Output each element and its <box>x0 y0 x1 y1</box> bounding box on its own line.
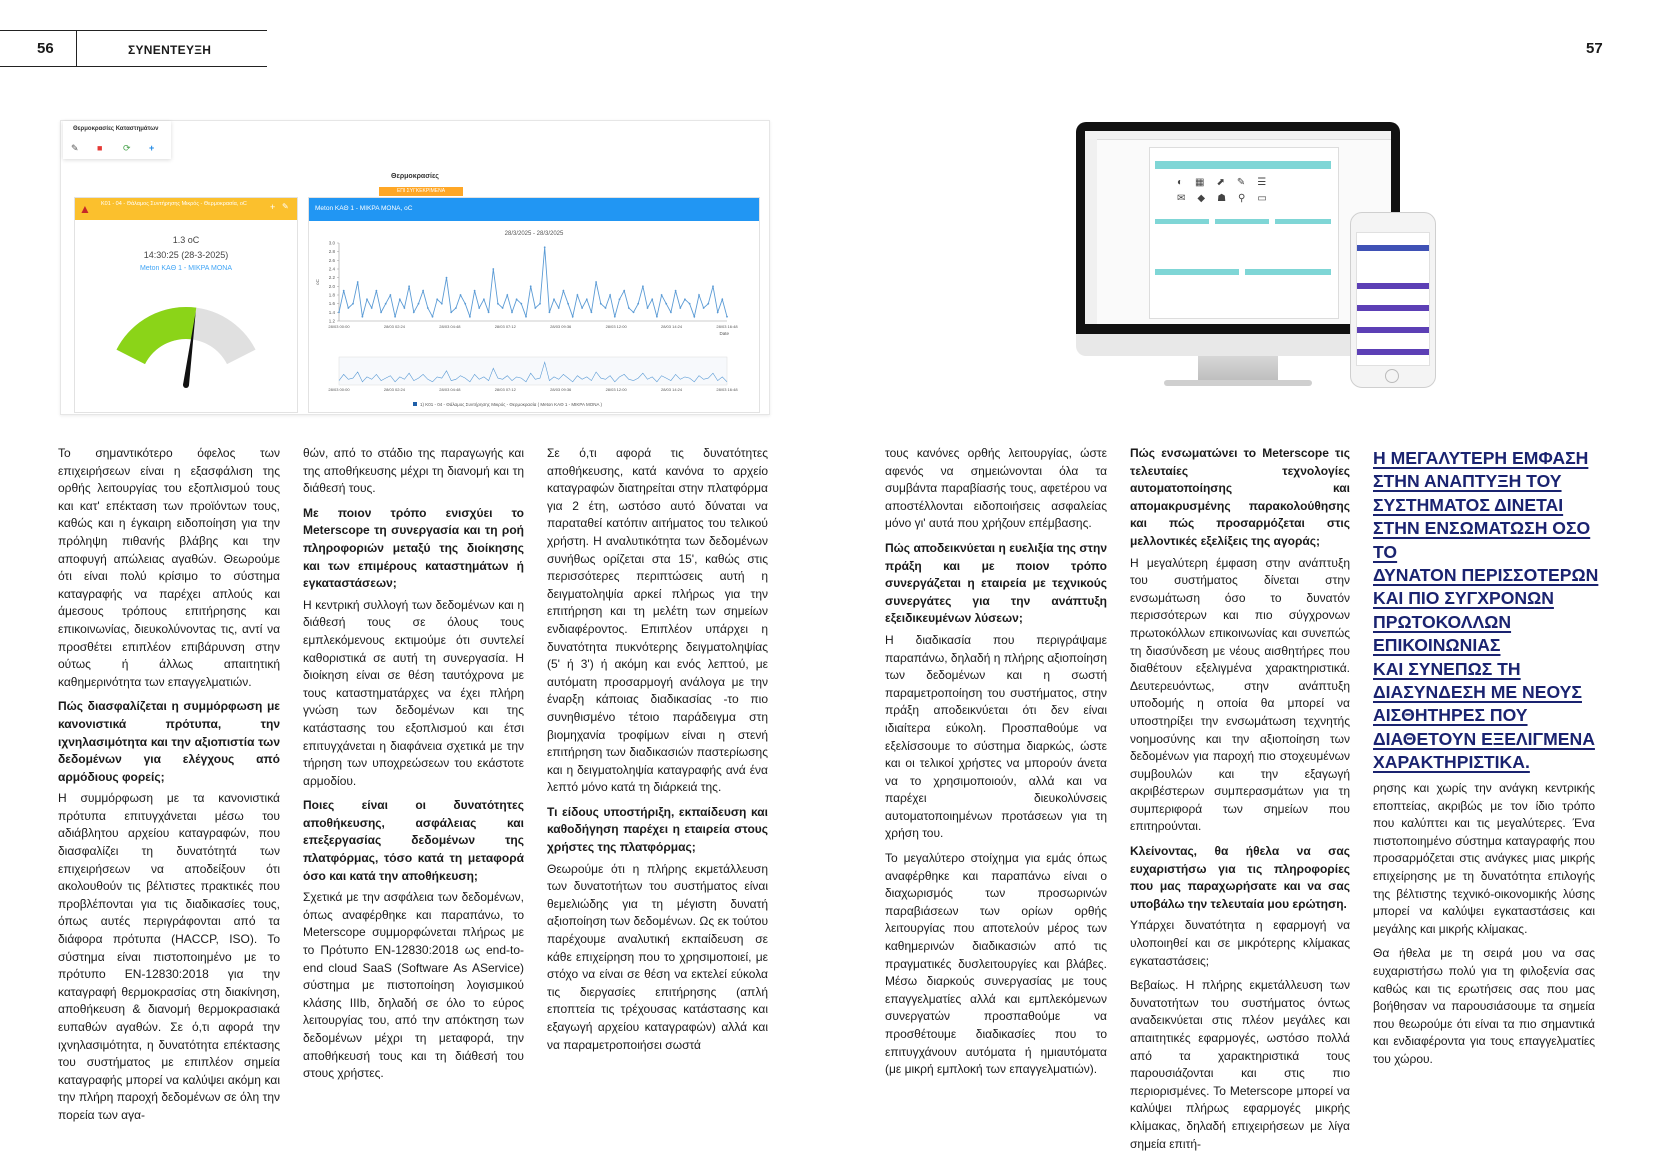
data-point <box>418 303 420 305</box>
interview-question: Πώς διασφαλίζεται η συμμόρφωση με κανονιστικά πρότυπα, την ιχνηλασιμότητα και την αξιοπιστία των δεδομένων για ελέγχους από αρμόδιους φορείς; <box>58 699 280 784</box>
dashboard-section-title: Θερμοκρασίες <box>391 173 439 180</box>
data-point <box>488 311 490 313</box>
nav-x-tick-label: 28/03 14:24 <box>661 387 683 392</box>
data-point <box>586 298 588 300</box>
gauge <box>105 280 267 398</box>
data-point <box>474 290 476 292</box>
data-point <box>352 303 354 305</box>
body-paragraph: Υπάρχει δυνατότητα η εφαρμογή να υλοποιηθεί και σε μικρότερης κλίμακας εγκαταστάσεις; <box>1130 918 1350 968</box>
data-point <box>642 285 644 287</box>
phone-header <box>1357 245 1429 251</box>
x-tick-label: 28/03 12:00 <box>605 324 627 329</box>
pull-quote-line: ΣΤΗΝ ΕΝΣΩΜΑΤΩΣΗ ΟΣΟ ΤΟ <box>1373 518 1591 562</box>
screen-band-4 <box>1275 219 1331 224</box>
data-point <box>558 307 560 309</box>
interview-question: Πώς αποδεικνύεται η ευελιξία της στην πράξη και με ποιον τρόπο συνεργάζεται η εταιρεία με τεχνικούς συνεργάτες για την ανάπτυξη εξειδικευμένων λύσεων; <box>885 540 1107 626</box>
device-mockup <box>1074 120 1450 400</box>
nav-x-tick-label: 28/03 16:48 <box>716 387 738 392</box>
data-point <box>338 311 340 313</box>
column-6 <box>1373 780 1595 1076</box>
screen-icon-grid: ◐▦⬈✎☰ ✉◆☗⚲▭ <box>1177 177 1279 204</box>
data-point <box>628 307 630 309</box>
data-point <box>394 316 396 318</box>
pull-quote-line: ΧΑΡΑΚΤΗΡΙΣΤΙΚΑ. <box>1373 752 1530 773</box>
monitor-screen <box>1085 131 1391 324</box>
dashboard-screenshot <box>60 120 770 415</box>
x-axis-label: Date <box>719 331 729 336</box>
data-point <box>534 307 536 309</box>
data-point <box>390 294 392 296</box>
column-5 <box>1130 445 1350 1160</box>
gauge-card-title: K01 - 04 - Θάλαμος Συντήρησης Μικρός - Θερμοκρασία, oC <box>101 201 247 207</box>
edit-icon[interactable]: ✎ <box>71 143 79 153</box>
data-point <box>647 307 649 309</box>
data-point <box>422 290 424 292</box>
pull-quote-line: ΣΤΗΝ ΑΝΑΠΤΥΞΗ ΤΟΥ <box>1373 471 1562 492</box>
body-paragraph: θών, από το στάδιο της παραγωγής και της αποθήκευσης μέχρι τη διανομή και τη διάθεσή τους. <box>303 446 524 496</box>
phone-screen <box>1356 232 1430 366</box>
data-point <box>670 311 672 313</box>
nav-x-tick-label: 28/03 12:00 <box>605 387 627 392</box>
header-divider <box>76 30 77 66</box>
data-point <box>553 298 555 300</box>
data-point <box>506 294 508 296</box>
nav-x-tick-label: 28/03 09:36 <box>550 387 572 392</box>
chart-card <box>308 197 760 413</box>
phone-row-1 <box>1357 283 1429 289</box>
x-tick-label: 28/03 02:24 <box>383 324 405 329</box>
data-point <box>623 290 625 292</box>
data-point <box>679 307 681 309</box>
screen-band-6 <box>1245 269 1331 275</box>
column-1 <box>58 445 280 1132</box>
x-tick-label: 28/03 04:48 <box>439 324 461 329</box>
dashboard-tab <box>63 121 171 159</box>
nav-x-tick-label: 28/03 07:12 <box>494 387 516 392</box>
data-point <box>712 285 714 287</box>
body-paragraph: Η κεντρική συλλογή των δεδομένων και η διάθεσή τους σε όλους τους εμπλεκόμενους εκτιμούμε ότι συντελεί καθοριστικά σε αυτή τη συνεργασία. Η διοίκηση είναι σε θέση ταυτόχρονα με τους καταστηματάρχες να έχει πλήρη γνώση των δεδομένων και της κατάστασης του εξοπλισμού και έτσι επιτυγχάνεται η διαφάνεια σχετικά με την τήρηση των υποχρεώσεων του εκάστοτε αρμοδίου. <box>303 597 524 788</box>
data-point <box>563 290 565 292</box>
screen-sidebar <box>1085 139 1097 324</box>
monitor-base <box>1164 380 1312 386</box>
data-point <box>609 294 611 296</box>
column-3 <box>547 445 768 1061</box>
y-tick-label: 1.6 <box>328 301 335 307</box>
data-point <box>399 298 401 300</box>
data-point <box>698 294 700 296</box>
phone-home-button <box>1385 369 1399 383</box>
interview-question: Πώς ενσωματώνει το Meterscope τις τελευταίες τεχνολογίες αυτοματοποίησης και απομακρυσμένης παρακολούθησης και πώς προσαρμόζεται στις μελλοντικές εξελίξεις της αγοράς; <box>1130 446 1350 548</box>
data-point <box>357 281 359 283</box>
data-point <box>404 307 406 309</box>
data-point <box>539 303 541 305</box>
pull-quote <box>1373 447 1613 775</box>
data-point <box>497 303 499 305</box>
data-point <box>376 290 378 292</box>
data-point <box>581 307 583 309</box>
y-tick-label: 2.4 <box>328 266 335 272</box>
y-tick-label: 2.8 <box>328 249 335 255</box>
y-tick-label: 2.2 <box>328 275 335 281</box>
section-label: ΣΥΝΕΝΤΕΥΞΗ <box>128 43 212 57</box>
refresh-icon[interactable]: ⟳ <box>123 143 131 153</box>
data-point <box>675 290 677 292</box>
header-rule-top <box>0 30 267 31</box>
data-point <box>455 307 457 309</box>
temperature-chart <box>309 221 759 411</box>
data-point <box>464 303 466 305</box>
data-point <box>483 298 485 300</box>
pull-quote-line: ΚΑΙ ΣΥΝΕΠΩΣ ΤΗ <box>1373 658 1521 679</box>
pull-quote-line: ΣΥΣΤΗΜΑΤΟΣ ΔΙΝΕΤΑΙ <box>1373 494 1564 515</box>
body-paragraph: ρησης και χωρίς την ανάγκη κεντρικής εποπτείας, ακριβώς με τον ίδιο τρόπο που καλύπτει και τις μεγαλύτερες. Ένα πιστοποιημένο σύστημα καταγραφής που προσαρμόζεται στις ανάγκες μιας μικρής επιχείρησης με τη δυνατότητα επιλογής της βέλτιστης τεχνικό-οικονομικής λύσης μπορεί να καλύψει εγκαταστάσεις και μεγάλης και μικρής κλίμακας. <box>1373 781 1595 936</box>
data-point <box>441 303 443 305</box>
header-rule-bottom <box>0 66 267 67</box>
data-point <box>595 281 597 283</box>
body-paragraph: Η διαδικασία που περιγράψαμε παραπάνω, δηλαδή η πλήρης αξιοποίηση των δεδομένων και η σωστή παραμετροποίηση του συστήματος, στην πράξη αποδεικνύεται ότι δεν είναι ιδιαίτερα εύκολη. Προσπαθούμε να εξελίσσουμε το σύστημα διαρκώς, ώστε και οι τελικοί χρήστες να μπορούν άνετα να το χρησιμοποιούν, αλλά και να παρέχει διευκολύνσεις αυτοματοποιημένων προτάσεων για τη χρήση του. <box>885 632 1107 841</box>
nav-x-tick-label: 28/03 00:00 <box>328 387 350 392</box>
pull-quote-line: ΕΠΙΚΟΙΝΩΝΙΑΣ <box>1373 635 1501 656</box>
data-point <box>478 307 480 309</box>
body-paragraph: τους κανόνες ορθής λειτουργίας, ώστε αφενός να σημειώνονται όλα τα συμβάντα παραβίασής τους, αφετέρου να αποστέλλονται ειδοποιήσεις ασφαλείας μόνο γι' αυτά που χρήζουν επέμβασης. <box>885 446 1107 531</box>
data-point <box>544 246 546 248</box>
chart-card-header <box>309 198 759 221</box>
data-point <box>385 303 387 305</box>
pull-quote-line: ΠΡΩΤΟΚΟΛΛΩΝ <box>1373 611 1512 632</box>
data-point <box>525 316 527 318</box>
column-4 <box>885 445 1107 1086</box>
body-paragraph: Η συμμόρφωση με τα κανονιστικά πρότυπα επιτυγχάνεται μέσω του αδιάβλητου αρχείου καταγραφών, που διασφαλίζει τη δυνατότητά των επιχειρήσεων να αποδείξουν ότι ακολουθούν τις βέλτιστες πρακτικές που προβλέπονται για τις διαδικασίες τους, όπως αυτές περιγράφονται από τα διάφορα πρότυπα (HACCP, ISO). Το σύστημα είναι πιστοποιημένο με το πρότυπο EN-12830:2018 για την καταγραφή θερμοκρασίας στη διακίνηση, αποθήκευση & διανομή θερμοκρασιακά ευπαθών αγαθών. Σε ό,τι αφορά την ιχνηλασιμότητα, η δυνατότητα επέκτασης του συστήματος με επιπλέον σημεία καταγραφής μπορεί να καλύψει ακόμη και την πλήρη παροχή δεδομένων σε όλη την πορεία των αγα- <box>58 791 280 1122</box>
gauge-sensor-link[interactable]: Meton KAΘ 1 - ΜΙΚΡΑ ΜΟΝΑ <box>139 265 233 272</box>
x-tick-label: 28/03 16:48 <box>716 324 738 329</box>
x-tick-label: 28/03 00:00 <box>328 324 350 329</box>
data-point <box>511 311 513 313</box>
delete-icon[interactable]: ■ <box>97 143 103 153</box>
screen-band-2 <box>1155 219 1209 224</box>
column-2 <box>303 445 524 1090</box>
add-icon[interactable]: + <box>149 143 155 153</box>
data-point <box>633 311 635 313</box>
data-point <box>362 316 364 318</box>
phone-row-2 <box>1357 305 1429 311</box>
data-point <box>726 316 728 318</box>
monitor-stand <box>1198 356 1278 382</box>
data-point <box>343 290 345 292</box>
interview-question: Με ποιον τρόπο ενισχύει το Meterscope τη συνεργασία και τη ροή πληροφοριών μεταξύ της διοίκησης και των επιμέρους καταστημάτων ή εγκαταστάσεων; <box>303 505 524 591</box>
nav-x-tick-label: 28/03 02:24 <box>383 387 405 392</box>
data-point <box>614 316 616 318</box>
screen-band-3 <box>1215 219 1269 224</box>
data-point <box>436 298 438 300</box>
data-point <box>651 298 653 300</box>
dashboard-tab-title: Θερμοκρασίες Καταστημάτων <box>73 126 159 132</box>
x-tick-label: 28/03 07:12 <box>494 324 516 329</box>
data-point <box>492 268 494 270</box>
navigator-panel <box>339 357 727 385</box>
warning-icon: ▲ <box>79 202 91 216</box>
body-paragraph: Σε ό,τι αφορά τις δυνατότητες αποθήκευσης, κατά κανόνα το αρχείο καταγραφών διατηρείται στην πλατφόρμα για 2 έτη, ωστόσο αυτό δύναται να παραταθεί κατόπιν αιτήματος του τελικού χρήστη. Η αναλυτικότητα των δεδομένων συνήθως ορίζεται στα 15', καθώς στις περισσότερες περιπτώσεις αυτή η δειγματοληψία αρκεί πλήρως για την επιτήρηση και τη μελέτη των σημείων ενδιαφέροντος. Επιπλέον υπάρχει η δυνατότητα πυκνότερης δειγματοληψίας (5' ή 3') ή ακόμη και ενός λεπτού, με αυτόματη προσαρμογή ανάλογα με την έναρξη κάποιας διαδικασίας -το πιο συνηθισμένο τέτοιο παράδειγμα στη βιομηχανία τροφίμων είναι η στενή επιτήρηση των διαδικασιών παστερίωσης και η δειγματοληψία καταγραφής ανά ένα λεπτό μόνο κατά τη διάρκειά της. <box>547 446 768 795</box>
interview-question: Τι είδους υποστήριξη, εκπαίδευση και καθοδήγηση παρέχει η εταιρεία στους χρήστες της πλατφόρμας; <box>547 804 768 855</box>
interview-question: Ποιες είναι οι δυνατότητες αποθήκευσης, ασφάλειας και επεξεργασίας δεδομένων της πλατφόρμας, τόσο κατά τη μεταφορά όσο και κατά την αποθήκευση; <box>303 798 524 883</box>
data-point <box>693 316 695 318</box>
interview-question: Κλείνοντας, θα ήθελα να σας ευχαριστήσω για τις πληροφορίες που μας παραχωρήσατε και να σας υποβάλω την τελευταία μου ερώτηση. <box>1130 844 1350 911</box>
data-point <box>619 298 621 300</box>
data-point <box>380 311 382 313</box>
series-line <box>339 247 727 316</box>
body-paragraph: Σχετικά με την ασφάλεια των δεδομένων, όπως αναφέρθηκε και παραπάνω, το Meterscope συμμορφώνεται πλήρως με το Πρότυπο EN-12830:2018 ως end-to-end cloud SaaS (Software As AService) σύστημα με πιστοποίηση λογισμικού κλάσης IIIb, δηλαδή σε όλο το εύρος λειτουργίας του, από την απόκτηση των δεδομένων μέχρι τη μεταφορά, την αποθήκευσή τους και τη διάθεσή του στους χρήστες. <box>303 890 524 1081</box>
data-point <box>572 316 574 318</box>
right-page-number: 57 <box>1586 40 1603 57</box>
y-tick-label: 1.8 <box>328 292 335 298</box>
pull-quote-line: ΔΙΑΘΕΤΟΥΝ ΕΞΕΛΙΓΜΕΝΑ <box>1373 728 1595 749</box>
data-point <box>717 311 719 313</box>
edit-icon[interactable]: ✎ <box>282 202 289 211</box>
pull-quote-line: Η ΜΕΓΑΛΥΤΕΡΗ ΕΜΦΑΣΗ <box>1373 448 1589 468</box>
body-paragraph: Θα ήθελα με τη σειρά μου να σας ευχαριστήσω πολύ για τη φιλοξενία σας καθώς και τις ερωτήσεις σας που μας βοήθησαν να παρουσιάσουμε τα σημεία που θεωρούμε ότι είναι τα πιο σημαντικά και ενδιαφέροντα για τους επαγγελματίες του χώρου. <box>1373 946 1595 1066</box>
data-point <box>665 303 667 305</box>
data-point <box>516 298 518 300</box>
legend-swatch <box>413 402 417 406</box>
body-paragraph: Το μεγαλύτερο στοίχημα για εμάς όπως αναφέρθηκε και παραπάνω είναι ο διαχωρισμός των προσωρινών παραβιάσεων των ορίων ορθής λειτουργίας που αποτελούν μέρος των καθημερινών διαδικασιών από τις πραγματικές δυσλειτουργίες και βλάβες. Μέσω διαρκούς συνεργασίας με τους επαγγελματίες αλλά και εμπλεκόμενων συνεργατών προσπαθούμε να προσθέτουμε διαδικασίες που το επιτυγχάνουν αυτόματα ή ημιαυτόματα (με μικρή εμπλοκή των επαγγελματιών). <box>885 851 1107 1077</box>
phone-row-4 <box>1357 349 1429 355</box>
pull-quote-line: ΔΙΑΣΥΝΔΕΣΗ ΜΕ ΝΕΟΥΣ <box>1373 682 1582 703</box>
y-axis-label: oC <box>315 279 320 285</box>
legend-label: 1) K01 - 04 - Θάλαμος Συντήρησης Μικρός - Θερμοκρασία ( Meton KAΘ 1 - ΜΙΚΡΑ ΜΟΝΑ ) <box>420 402 603 407</box>
data-point <box>600 303 602 305</box>
data-point <box>637 303 639 305</box>
data-point <box>427 307 429 309</box>
body-paragraph: Το σημαντικότερο όφελος των επιχειρήσεων είναι η εξασφάλιση της ορθής λειτουργίας του εξοπλισμού τους και κατ' επέκταση των προϊόντων τους, καθώς και η έγκαιρη ειδοποίηση για την πρόληψη πιθανής βλάβης και την αποφυγή απώλειας αγαθών. Θεωρούμε ότι είναι πολύ κρίσιμο το σύστημα καταγραφής να παρέχει απλούς και άμεσους τρόπους επιτήρησης και επικοινωνίας, διευκολύνοντας τις, αντί να προσθέτει επιπλέον επιβάρυνση στην ούτως ή άλλως απαιτητική καθημερινότητα των επαγγελματιών. <box>58 446 280 689</box>
screen-topbar <box>1085 131 1391 140</box>
dashboard-badge[interactable]: ΕΠΙ ΣΥΓΚΕΚΡΙΜΕΝΑ <box>379 187 463 196</box>
data-point <box>502 307 504 309</box>
data-point <box>661 294 663 296</box>
y-tick-label: 3.0 <box>328 240 335 246</box>
pull-quote-line: ΔΥΝΑΤΟΝ ΠΕΡΙΣΣΟΤΕΡΩΝ <box>1373 565 1599 586</box>
data-point <box>450 311 452 313</box>
gauge-value: 1.3 oC <box>172 235 200 245</box>
chart-date-range: 28/3/2025 - 28/3/2025 <box>504 231 564 237</box>
data-point <box>707 303 709 305</box>
data-point <box>432 316 434 318</box>
data-point <box>530 285 532 287</box>
data-point <box>460 294 462 296</box>
data-point <box>549 311 551 313</box>
data-point <box>520 303 522 305</box>
data-point <box>567 303 569 305</box>
pull-quote-line: ΚΑΙ ΠΙΟ ΣΥΓΧΡΟΝΩΝ <box>1373 588 1554 609</box>
data-point <box>413 311 415 313</box>
nav-x-tick-label: 28/03 04:48 <box>439 387 461 392</box>
gauge-card-header <box>75 198 297 220</box>
chart-card-title: Meton KAΘ 1 - ΜΙΚΡΑ ΜΟΝΑ, oC <box>315 205 413 212</box>
data-point <box>371 307 373 309</box>
y-tick-label: 1.2 <box>328 318 335 324</box>
body-paragraph: Θεωρούμε ότι η πλήρης εκμετάλλευση των δυνατοτήτων του συστήματος είναι θεμελιώδης για τη μέγιστη δυνατή αξιοποίηση των δεδομένων. Ως εκ τούτου παρέχουμε αναλυτική εκπαίδευση σε κάθε επιχείρηση που το χρησιμοποιεί, με στόχο να είναι σε θέση να εκτελεί εύκολα τις διεργασίες επιτήρησης (απλή εποπτεία τις τρέχουσας κατάστασης και εξαγωγή αρχείου καταγραφών) αλλά και να παραμετροποιήσει σωστά <box>547 861 768 1052</box>
data-point <box>408 285 410 287</box>
data-point <box>446 277 448 279</box>
y-tick-label: 1.4 <box>328 309 335 315</box>
add-icon[interactable]: + <box>270 202 276 212</box>
data-point <box>366 298 368 300</box>
data-point <box>656 316 658 318</box>
phone-row-3 <box>1357 327 1429 333</box>
data-point <box>591 311 593 313</box>
gauge-card <box>74 197 298 413</box>
data-point <box>347 307 349 309</box>
body-paragraph: Η μεγαλύτερη έμφαση στην ανάπτυξη του συστήματος δίνεται στην ενσωμάτωση όσο το δυνατόν περισσότερων και πιο σύγχρονων πρωτοκόλλων επικοινωνίας και συνεπώς τη διασύνδεση με νέους αισθητήρες που διαθέτουν εξελιγμένα χαρακτηριστικά. Δευτερευόντως, στην ανάπτυξη υποδομής η οποία θα μπορεί να υποστηρίξει την ενσωμάτωση τεχνητής νοημοσύνης και την αξιοποίηση των δεδομένων για παροχή πιο στοχευμένων συμβουλών και την εξαγωγή ακριβέστερων συμπερασμάτων για τη συμπεριφορά των σημείων που επιτηρούνται. <box>1130 555 1350 834</box>
data-point <box>689 303 691 305</box>
screen-band-5 <box>1155 269 1239 275</box>
screen-panel-band <box>1155 161 1331 169</box>
x-tick-label: 28/03 09:36 <box>550 324 572 329</box>
data-point <box>684 298 686 300</box>
data-point <box>577 294 579 296</box>
data-point <box>469 316 471 318</box>
y-tick-label: 2.6 <box>328 257 335 263</box>
body-paragraph: Βεβαίως. Η πλήρης εκμετάλλευση των δυνατοτήτων του συστήματος όντως αναδεικνύεται στις πλέον μεγάλες και απαιτητικές εφαρμογές, ωστόσο πολλά από τα χαρακτηριστικά τους παρουσιάζονται και στις πιο περιορισμένες. Το Meterscope μπορεί να καλύψει πλήρως εφαρμογές μικρής κλίμακας, δηλαδή επιχειρήσεων με λίγα σημεία επιτή- <box>1130 978 1350 1151</box>
x-tick-label: 28/03 14:24 <box>661 324 683 329</box>
data-point <box>721 298 723 300</box>
screen-panel <box>1149 147 1339 319</box>
gauge-fill <box>117 307 197 364</box>
gauge-timestamp: 14:30:25 (28-3-2025) <box>143 250 229 260</box>
left-page-number: 56 <box>37 40 54 57</box>
data-point <box>703 307 705 309</box>
y-tick-label: 2.0 <box>328 283 335 289</box>
gauge-hub <box>183 382 189 388</box>
pull-quote-line: ΑΙΣΘΗΤΗΡΕΣ ΠΟΥ <box>1373 705 1528 726</box>
data-point <box>605 307 607 309</box>
